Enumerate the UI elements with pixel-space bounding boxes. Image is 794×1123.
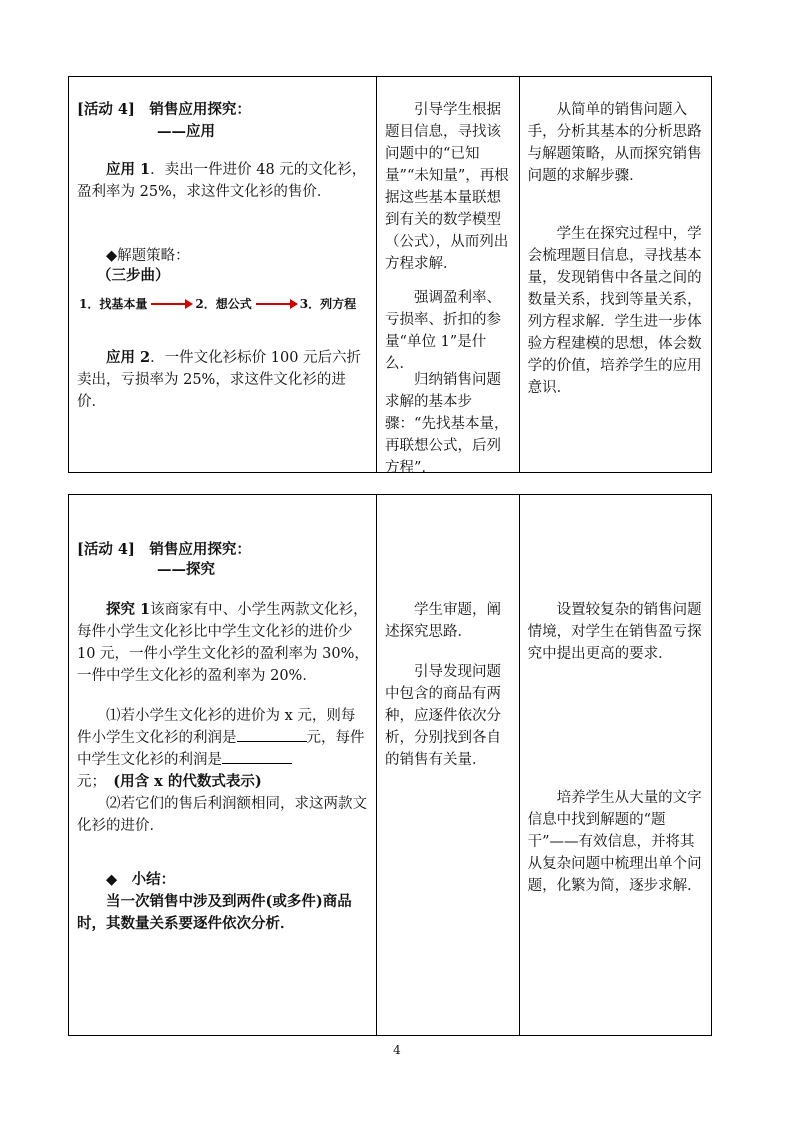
application-2 [77, 347, 369, 413]
question-1-part-a: ⑴若小学生文化衫的进价为 x 元，则每件小学生文化衫的利润是 [77, 708, 356, 746]
question-1-part-b: 元，每件中学生文化衫的利润是 [77, 730, 365, 768]
answer-blank[interactable] [222, 749, 292, 764]
question-1 [77, 705, 369, 793]
strategy-title: ◆解题策略： [106, 248, 190, 264]
application-1 [77, 159, 369, 203]
activity-heading: [活动 4] 销售应用探究： [77, 541, 251, 558]
teacher-column [377, 495, 520, 1035]
activity-heading: [活动 4] 销售应用探究： [77, 101, 251, 118]
application-1-text: ．卖出一件进价 48 元的文化衫，盈利率为 25%，求这件文化衫的售价． [77, 162, 367, 200]
activity-subheading: ——探究 [157, 561, 215, 578]
arrow-right-icon [151, 303, 191, 305]
answer-blank[interactable] [237, 727, 307, 742]
teacher-column [377, 77, 520, 476]
exploration-1 [77, 599, 369, 687]
design-intent-1: 设置较复杂的销售问题情境，对学生在销售盈亏探究中提出更高的要求． [527, 602, 702, 662]
teacher-guidance-1: 学生审题，阐述探究思路． [385, 602, 502, 640]
flow-step-1: 1．找基本量 [79, 297, 148, 311]
question-1-part-c: 元； [77, 774, 99, 790]
activity-subheading: ——应用 [157, 123, 215, 140]
teacher-guidance-1: 引导学生根据题目信息，寻找该问题中的“已知量”“未知量”，再根据这些基本量联想到有关的数学模型（公式），从而列出方程求解． [385, 102, 509, 272]
design-intent-2: 培养学生从大量的文字信息中找到解题的“题干”——有效信息，并将其从复杂问题中梳理出单个问题，化繁为简，逐步求解． [527, 790, 702, 894]
application-2-label: 应用 2 [106, 349, 151, 366]
three-step-flow [79, 295, 356, 312]
exploration-1-text: 该商家有中、小学生两款文化衫，每件小学生文化衫比中学生文化衫的进价少 10 元，一件小学生文化衫的盈利率为 30%，一件中学生文化衫的盈利率为 20%． [77, 602, 369, 684]
teacher-guidance-2: 强调盈利率、亏损率、折扣的参量“单位 1”是什么． [385, 290, 502, 372]
intent-column [520, 495, 711, 1035]
design-intent-2: 学生在探究过程中，学会梳理题目信息，寻找基本量，发现销售中各量之间的数量关系，找到等量关系，列方程求解．学生进一步体验方程建模的思想，体会数学的价值，培养学生的应用意识． [527, 226, 702, 396]
activity-column [69, 77, 377, 472]
intent-column [520, 77, 711, 472]
application-2-text: ．一件文化衫标价 100 元后六折卖出，亏损率为 25%，求这件文化衫的进价． [77, 350, 362, 410]
activity-table-exploration [68, 494, 712, 1036]
teacher-guidance-2: 引导发现问题中包含的商品有两种，应逐件依次分析，分别找到各自的销售有关量． [385, 664, 502, 768]
activity-table-application [68, 76, 712, 476]
design-intent-1: 从简单的销售问题入手，分析其基本的分析思路与解题策略，从而探究销售问题的求解步骤． [527, 102, 702, 184]
summary-text: 当一次销售中涉及到两件(或多件)商品时，其数量关系要逐件依次分析． [77, 893, 352, 932]
flow-step-2: 2．想公式 [195, 297, 252, 311]
application-1-label: 应用 1 [106, 161, 151, 178]
page-number: 4 [393, 1043, 401, 1057]
question-2: ⑵若它们的售后利润额相同，求这两款文化衫的进价． [77, 796, 367, 834]
teacher-guidance-3: 归纳销售问题求解的基本步骤：“先找基本量，再联想公式，后列方程”． [385, 372, 509, 476]
flow-step-3: 3．列方程 [299, 297, 357, 311]
arrow-right-icon [256, 303, 296, 305]
strategy-subtitle: （三步曲） [97, 267, 170, 284]
exploration-1-label: 探究 1 [106, 601, 151, 618]
summary-title: ◆ 小结： [106, 871, 176, 888]
question-1-note: (用含 x 的代数式表示) [113, 773, 262, 790]
activity-column [69, 495, 377, 1035]
